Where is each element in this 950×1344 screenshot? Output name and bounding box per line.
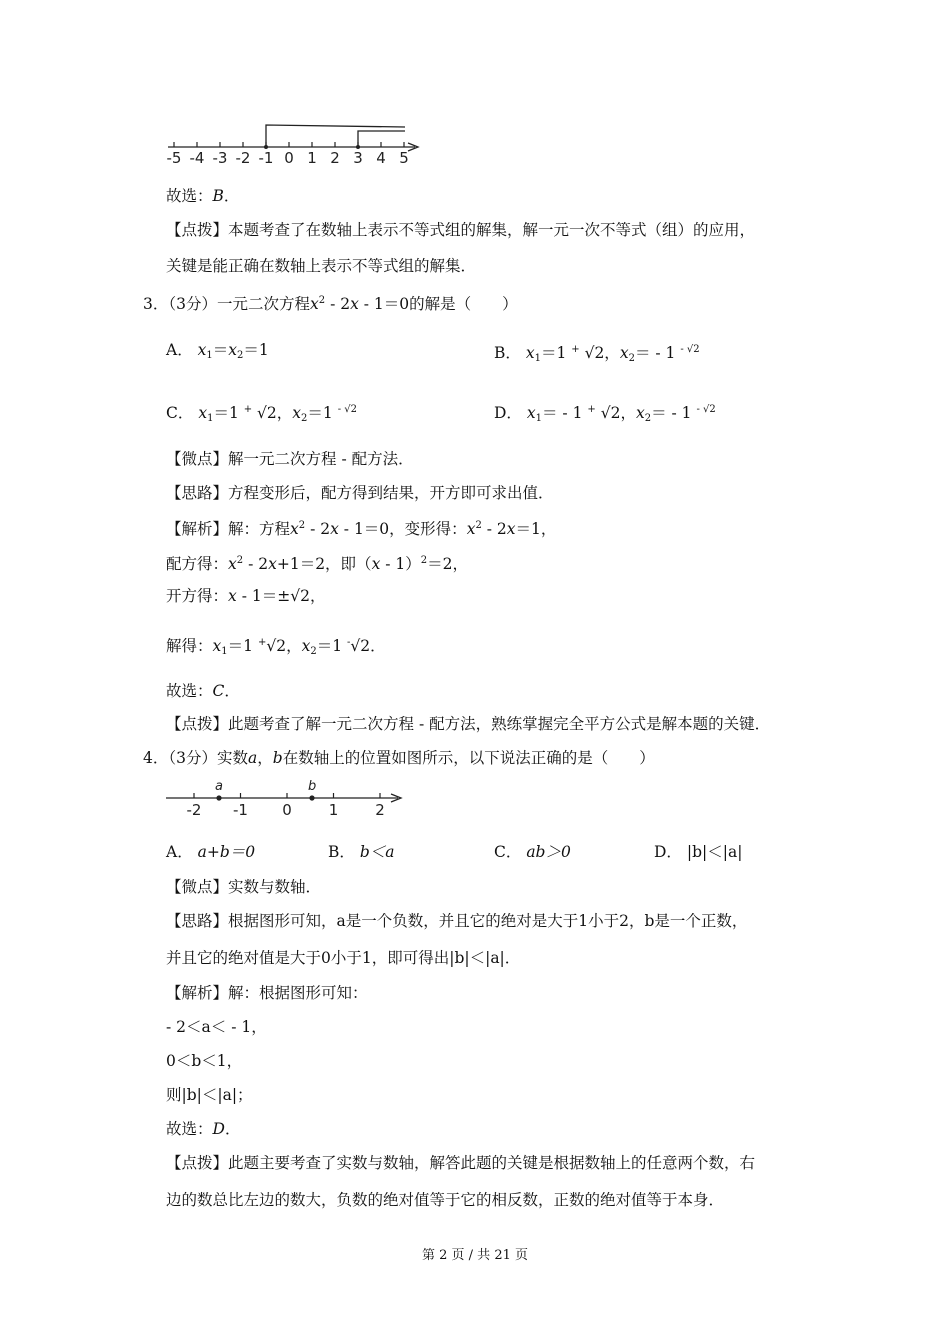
nl2-tick-label: 2 (375, 801, 385, 819)
number-line-figure-1 (160, 115, 430, 170)
q3-analysis-4: 解得：$x_1=1$ +√2，$x_2=1$ -√2． (166, 637, 386, 657)
q4-idea-2: 并且它的绝对值是大于0小于1，即可得出|b|＜|a|． (166, 949, 521, 967)
nl1-tick-label: 5 (399, 149, 409, 167)
q3-option-d[interactable]: D． $x_1= - 1$ + √2，$x_2= - 1$ $^{- √2}$ (494, 404, 716, 424)
q4-option-c[interactable]: C． ab＞0 (494, 843, 571, 861)
q3-answer: 故选：C． (166, 682, 240, 700)
q4-analysis-1: 【解析】解：根据图形可知： (166, 984, 368, 1002)
nl1-tick-label: -1 (258, 149, 274, 167)
q2-answer: 故选：B． (166, 187, 240, 205)
q3-analysis-3: 开方得：x - 1＝±√2， (166, 587, 326, 605)
point-b-label: b (308, 779, 317, 794)
q3-option-c[interactable]: C． $x_1=1$ + √2，$x_2=1$ $^{- √2}$ (166, 404, 358, 424)
q3-option-a[interactable]: A． $x_1=x_2=1$ (166, 341, 269, 361)
nl1-tick-label: -4 (189, 149, 205, 167)
q3-tip: 【点拨】此题考查了解一元二次方程 - 配方法，熟练掌握完全平方公式是解本题的关键． (166, 715, 771, 733)
nl1-tick-label: 3 (353, 149, 363, 167)
page-footer: 第 2 页 / 共 21 页 (422, 1248, 528, 1263)
nl1-tick-label: -3 (212, 149, 228, 167)
number-line-figure-2 (160, 776, 410, 824)
q2-tip-line1: 【点拨】本题考查了在数轴上表示不等式组的解集，解一元一次不等式（组）的应用， (166, 221, 756, 239)
q4-tip-2: 边的数总比左边的数大，负数的绝对值等于它的相反数，正数的绝对值等于本身． (166, 1191, 725, 1209)
nl2-tick-label: -2 (186, 801, 202, 819)
q3-analysis-1: 【解析】解：方程$x^2 - 2x - 1=0$，变形得：$x^2 - 2x=1$， (166, 520, 557, 538)
nl1-tick-label: -5 (166, 149, 182, 167)
point-a-label: a (215, 779, 223, 794)
q4-option-b[interactable]: B． b＜a (328, 843, 395, 861)
nl1-tick-label: 1 (307, 149, 317, 167)
nl2-tick-label: -1 (233, 801, 248, 819)
q4-option-a[interactable]: A． a+b＝0 (166, 843, 256, 861)
q4-option-d[interactable]: D． |b|＜|a| (654, 843, 743, 861)
point-b (309, 795, 314, 800)
q4-tip-1: 【点拨】此题主要考查了实数与数轴，解答此题的关键是根据数轴上的任意两个数，右 (166, 1154, 756, 1172)
nl1-tick-label: 4 (376, 149, 386, 167)
q3-analysis-2: 配方得：$x^2 - 2x+1=2$，即（x - 1）$^2$＝2， (166, 555, 469, 573)
q3-point: 【微点】解一元二次方程 - 配方法． (166, 450, 414, 468)
q4-answer: 故选：D． (166, 1120, 241, 1138)
q4-stem: 4．（3分）实数a，b在数轴上的位置如图所示，以下说法正确的是（ ） (143, 749, 655, 767)
nl1-tick-label: 0 (284, 149, 294, 167)
point-a (216, 795, 221, 800)
q4-idea-1: 【思路】根据图形可知，a是一个负数，并且它的绝对是大于1小于2，b是一个正数， (166, 912, 748, 930)
q4-analysis-4: 则|b|＜|a|； (166, 1086, 253, 1104)
nl2-tick-label: 1 (328, 801, 339, 819)
nl1-tick-label: 2 (330, 149, 340, 167)
q2-tip-line2: 关键是能正确在数轴上表示不等式组的解集． (166, 257, 477, 275)
q4-point: 【微点】实数与数轴． (166, 878, 322, 896)
nl2-tick-label: 0 (282, 801, 292, 819)
q3-stem: 3．（3分）一元二次方程$x^2 - 2x - 1=0$的解是（ ） (143, 295, 518, 313)
q3-option-b[interactable]: B． $x_1=1$ + √2，$x_2= - 1$ $^{- √2}$ (494, 344, 700, 364)
nl1-tick-label: -2 (235, 149, 251, 167)
q4-analysis-3: 0＜b＜1， (166, 1052, 243, 1070)
q4-analysis-2: - 2＜a＜ - 1， (166, 1018, 267, 1036)
q3-idea: 【思路】方程变形后，配方得到结果，开方即可求出值． (166, 484, 554, 502)
